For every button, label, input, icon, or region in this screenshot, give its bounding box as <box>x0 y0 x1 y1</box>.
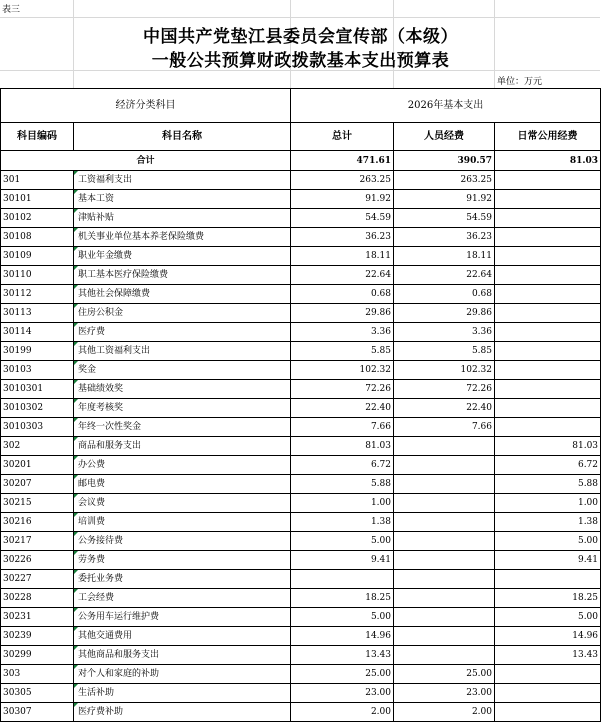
table-row <box>1 437 601 456</box>
cell-name: 医疗费补助 <box>74 703 291 722</box>
cell-code: 301 <box>1 171 74 190</box>
cell-personnel <box>394 532 495 551</box>
cell-name: 医疗费 <box>74 323 291 342</box>
cell-personnel: 263.25 <box>394 171 495 190</box>
cell-name: 职业年金缴费 <box>74 247 291 266</box>
cell-code: 30110 <box>1 266 74 285</box>
cell-personnel <box>394 646 495 665</box>
cell-public: 81.03 <box>495 437 601 456</box>
cell-code: 3010302 <box>1 399 74 418</box>
table-row <box>1 266 601 285</box>
cell-personnel: 91.92 <box>394 190 495 209</box>
table-row <box>1 608 601 627</box>
cell-total: 91.92 <box>291 190 394 209</box>
cell-total: 29.86 <box>291 304 394 323</box>
cell-name: 对个人和家庭的补助 <box>74 665 291 684</box>
total-value-total: 471.61 <box>291 151 394 171</box>
table-row <box>1 399 601 418</box>
table-row <box>1 494 601 513</box>
cell-public <box>495 665 601 684</box>
col-header-code: 科目编码 <box>1 123 74 151</box>
cell-public: 18.25 <box>495 589 601 608</box>
table-row <box>1 570 601 589</box>
cell-code: 30299 <box>1 646 74 665</box>
table-tag: 表三 <box>2 5 21 15</box>
cell-code: 30305 <box>1 684 74 703</box>
cell-name: 劳务费 <box>74 551 291 570</box>
page-title-line2: 一般公共预算财政拨款基本支出预算表 <box>151 51 450 71</box>
cell-code: 30102 <box>1 209 74 228</box>
cell-code: 30215 <box>1 494 74 513</box>
table-row <box>1 418 601 437</box>
table-row <box>1 228 601 247</box>
cell-public <box>495 703 601 722</box>
cell-code: 30112 <box>1 285 74 304</box>
table-row <box>1 323 601 342</box>
cell-name: 培训费 <box>74 513 291 532</box>
cell-total: 5.00 <box>291 608 394 627</box>
header-row-columns <box>1 123 601 151</box>
cell-name: 工资福利支出 <box>74 171 291 190</box>
cell-name: 公务用车运行维护费 <box>74 608 291 627</box>
cell-name: 年终一次性奖金 <box>74 418 291 437</box>
cell-total: 23.00 <box>291 684 394 703</box>
cell-public: 5.00 <box>495 608 601 627</box>
table-row <box>1 209 601 228</box>
cell-public <box>495 342 601 361</box>
cell-name: 工会经费 <box>74 589 291 608</box>
cell-personnel: 25.00 <box>394 665 495 684</box>
cell-name: 其他商品和服务支出 <box>74 646 291 665</box>
cell-code: 30216 <box>1 513 74 532</box>
cell-name: 办公费 <box>74 456 291 475</box>
cell-public <box>495 304 601 323</box>
cell-public <box>495 266 601 285</box>
cell-code: 30239 <box>1 627 74 646</box>
table-row <box>1 304 601 323</box>
cell-public <box>495 399 601 418</box>
cell-public <box>495 209 601 228</box>
cell-total: 9.41 <box>291 551 394 570</box>
table-row <box>1 285 601 304</box>
cell-code: 30227 <box>1 570 74 589</box>
col-header-public: 日常公用经费 <box>495 123 601 151</box>
cell-name: 邮电费 <box>74 475 291 494</box>
cell-code: 303 <box>1 665 74 684</box>
cell-code: 30109 <box>1 247 74 266</box>
cell-code: 30199 <box>1 342 74 361</box>
cell-personnel <box>394 551 495 570</box>
cell-public: 6.72 <box>495 456 601 475</box>
cell-total: 25.00 <box>291 665 394 684</box>
cell-code: 30226 <box>1 551 74 570</box>
table-row <box>1 361 601 380</box>
cell-public: 1.38 <box>495 513 601 532</box>
cell-public <box>495 228 601 247</box>
cell-public <box>495 285 601 304</box>
cell-total: 81.03 <box>291 437 394 456</box>
cell-name: 奖金 <box>74 361 291 380</box>
cell-personnel: 22.64 <box>394 266 495 285</box>
cell-total: 5.88 <box>291 475 394 494</box>
cell-public <box>495 361 601 380</box>
cell-code: 30201 <box>1 456 74 475</box>
header-economic-category: 经济分类科目 <box>1 89 291 123</box>
table-row <box>1 247 601 266</box>
table-row <box>1 703 601 722</box>
cell-public <box>495 247 601 266</box>
cell-total: 3.36 <box>291 323 394 342</box>
cell-code: 30231 <box>1 608 74 627</box>
cell-public: 1.00 <box>495 494 601 513</box>
cell-name: 生活补助 <box>74 684 291 703</box>
table-row <box>1 551 601 570</box>
cell-name: 机关事业单位基本养老保险缴费 <box>74 228 291 247</box>
cell-name: 职工基本医疗保险缴费 <box>74 266 291 285</box>
cell-code: 30217 <box>1 532 74 551</box>
table-row <box>1 684 601 703</box>
cell-name: 其他社会保障缴费 <box>74 285 291 304</box>
cell-total: 54.59 <box>291 209 394 228</box>
cell-total: 72.26 <box>291 380 394 399</box>
table-row <box>1 513 601 532</box>
cell-personnel: 54.59 <box>394 209 495 228</box>
cell-name: 基础绩效奖 <box>74 380 291 399</box>
cell-personnel: 36.23 <box>394 228 495 247</box>
cell-public: 5.88 <box>495 475 601 494</box>
cell-personnel <box>394 570 495 589</box>
cell-code: 30114 <box>1 323 74 342</box>
cell-personnel: 5.85 <box>394 342 495 361</box>
budget-table <box>0 88 601 722</box>
cell-personnel <box>394 456 495 475</box>
cell-total: 5.85 <box>291 342 394 361</box>
cell-total: 7.66 <box>291 418 394 437</box>
cell-total: 22.64 <box>291 266 394 285</box>
cell-total: 263.25 <box>291 171 394 190</box>
cell-total: 2.00 <box>291 703 394 722</box>
cell-total: 102.32 <box>291 361 394 380</box>
cell-personnel <box>394 437 495 456</box>
cell-total: 1.38 <box>291 513 394 532</box>
cell-code: 3010301 <box>1 380 74 399</box>
unit-label: 单位：万元 <box>497 77 543 87</box>
cell-personnel: 0.68 <box>394 285 495 304</box>
header-row-group <box>1 89 601 123</box>
cell-name: 委托业务费 <box>74 570 291 589</box>
cell-personnel: 102.32 <box>394 361 495 380</box>
cell-name: 津贴补贴 <box>74 209 291 228</box>
cell-total: 13.43 <box>291 646 394 665</box>
table-row <box>1 171 601 190</box>
table-row <box>1 646 601 665</box>
table-row <box>1 589 601 608</box>
table-row <box>1 627 601 646</box>
cell-public: 9.41 <box>495 551 601 570</box>
cell-public <box>495 418 601 437</box>
cell-name: 住房公积金 <box>74 304 291 323</box>
cell-public: 13.43 <box>495 646 601 665</box>
cell-public <box>495 171 601 190</box>
cell-personnel: 7.66 <box>394 418 495 437</box>
cell-personnel <box>394 494 495 513</box>
cell-total: 6.72 <box>291 456 394 475</box>
cell-name: 基本工资 <box>74 190 291 209</box>
cell-total: 22.40 <box>291 399 394 418</box>
cell-code: 30113 <box>1 304 74 323</box>
cell-public <box>495 323 601 342</box>
total-row <box>1 151 601 171</box>
cell-personnel <box>394 608 495 627</box>
cell-name: 公务接待费 <box>74 532 291 551</box>
cell-public: 14.96 <box>495 627 601 646</box>
cell-total: 18.11 <box>291 247 394 266</box>
cell-total: 0.68 <box>291 285 394 304</box>
col-header-name: 科目名称 <box>74 123 291 151</box>
header-basic-expenditure: 2026年基本支出 <box>291 89 601 123</box>
table-row <box>1 475 601 494</box>
cell-public: 5.00 <box>495 532 601 551</box>
cell-public <box>495 570 601 589</box>
page-title-line1: 中国共产党垫江县委员会宣传部（本级） <box>143 27 458 47</box>
cell-code: 30228 <box>1 589 74 608</box>
cell-personnel: 2.00 <box>394 703 495 722</box>
cell-personnel: 29.86 <box>394 304 495 323</box>
table-row <box>1 456 601 475</box>
cell-public <box>495 380 601 399</box>
cell-name: 其他交通费用 <box>74 627 291 646</box>
cell-code: 30108 <box>1 228 74 247</box>
total-label: 合计 <box>1 151 291 171</box>
cell-name: 会议费 <box>74 494 291 513</box>
table-row <box>1 665 601 684</box>
cell-code: 30103 <box>1 361 74 380</box>
cell-personnel <box>394 589 495 608</box>
cell-personnel <box>394 627 495 646</box>
cell-personnel: 72.26 <box>394 380 495 399</box>
cell-personnel <box>394 513 495 532</box>
cell-code: 30207 <box>1 475 74 494</box>
cell-total <box>291 570 394 589</box>
cell-total: 5.00 <box>291 532 394 551</box>
cell-code: 302 <box>1 437 74 456</box>
cell-personnel: 18.11 <box>394 247 495 266</box>
cell-personnel: 22.40 <box>394 399 495 418</box>
cell-total: 14.96 <box>291 627 394 646</box>
cell-code: 3010303 <box>1 418 74 437</box>
cell-personnel: 3.36 <box>394 323 495 342</box>
cell-personnel: 23.00 <box>394 684 495 703</box>
cell-public <box>495 684 601 703</box>
col-header-personnel: 人员经费 <box>394 123 495 151</box>
table-row <box>1 380 601 399</box>
table-row <box>1 342 601 361</box>
cell-code: 30307 <box>1 703 74 722</box>
table-row <box>1 532 601 551</box>
cell-total: 18.25 <box>291 589 394 608</box>
table-row <box>1 190 601 209</box>
cell-total: 1.00 <box>291 494 394 513</box>
cell-name: 年度考核奖 <box>74 399 291 418</box>
cell-name: 其他工资福利支出 <box>74 342 291 361</box>
cell-public <box>495 190 601 209</box>
col-header-total: 总计 <box>291 123 394 151</box>
cell-personnel <box>394 475 495 494</box>
total-value-public: 81.03 <box>495 151 601 171</box>
cell-code: 30101 <box>1 190 74 209</box>
cell-total: 36.23 <box>291 228 394 247</box>
cell-name: 商品和服务支出 <box>74 437 291 456</box>
total-value-personnel: 390.57 <box>394 151 495 171</box>
